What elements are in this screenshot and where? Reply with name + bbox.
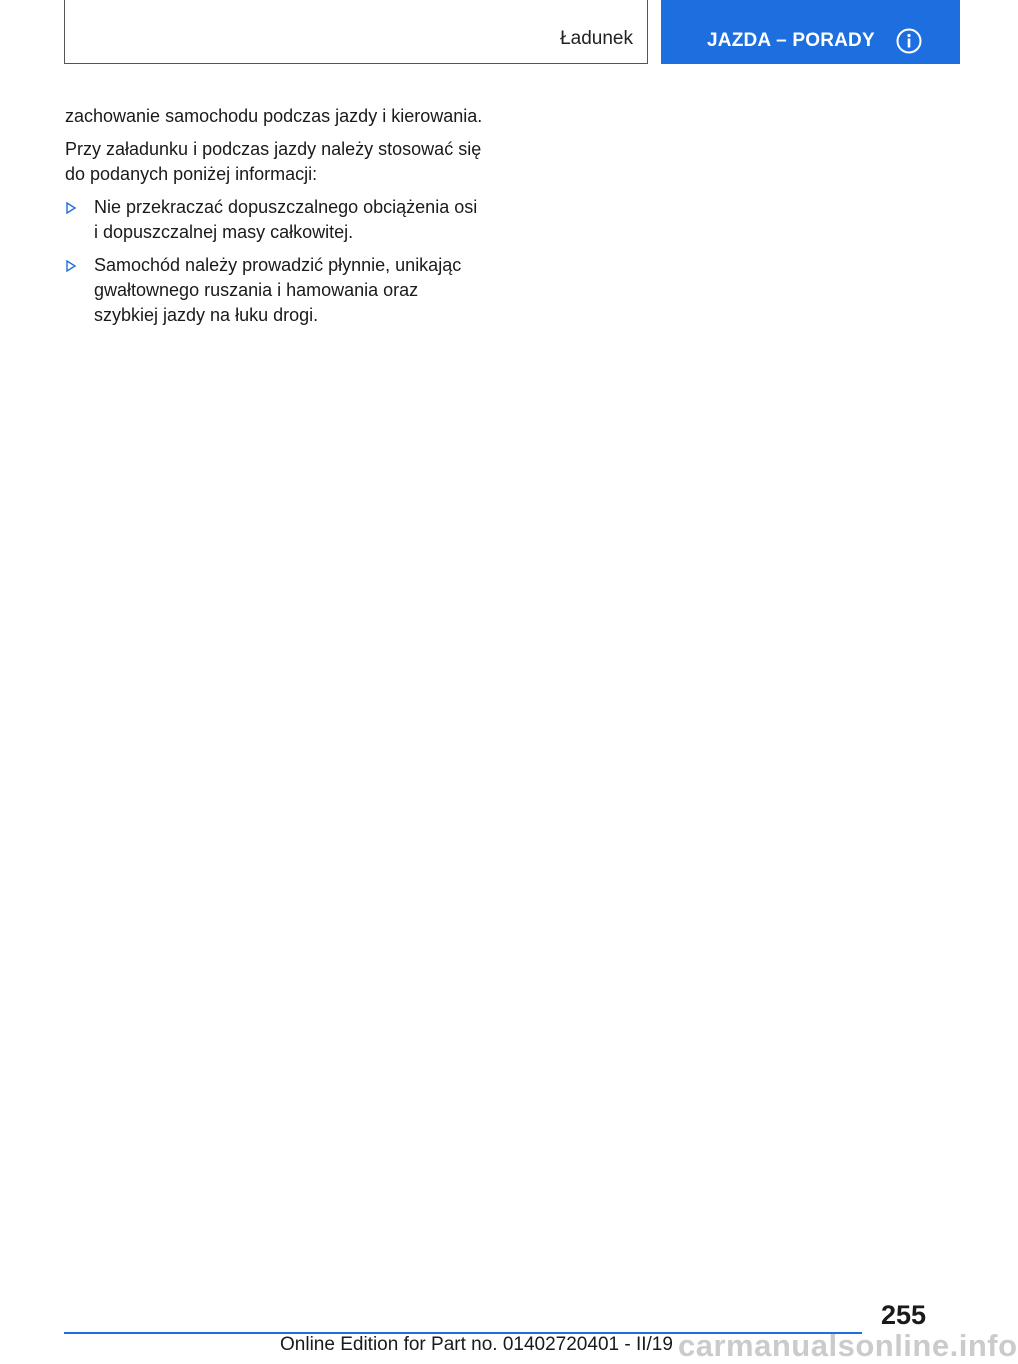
info-icon[interactable]: [896, 28, 922, 54]
chapter-tab[interactable]: [661, 0, 960, 64]
triangle-bullet-icon: [66, 260, 76, 272]
edition-text: Online Edition for Part no. 01402720401 - II/19: [280, 1334, 673, 1355]
page-number: 255: [880, 1300, 926, 1330]
bullet-text: Samochód należy prowadzić płynnie, unikając gwałtownego ruszania i hamowania oraz szybkiej jazdy na łuku drogi.: [94, 255, 462, 325]
bullet-text: Nie przekraczać dopuszczalnego obciążenia osi i dopuszczalnej masy całkowitej.: [94, 197, 478, 242]
bullet-list: [65, 195, 485, 328]
main-content: [65, 104, 485, 336]
bullet-item: [65, 253, 485, 328]
header-box: [64, 0, 648, 64]
section-title: Ładunek: [560, 28, 633, 49]
bullet-item: [65, 195, 485, 245]
paragraph: zachowanie samochodu podczas jazdy i kierowania.: [65, 106, 483, 126]
watermark: carmanualsonline.info: [678, 1328, 1018, 1363]
chapter-label: JAZDA – PORADY: [707, 30, 875, 51]
paragraph: Przy załadunku i podczas jazdy należy stosować się do podanych poniżej informacji:: [65, 139, 482, 184]
triangle-bullet-icon: [66, 202, 76, 214]
